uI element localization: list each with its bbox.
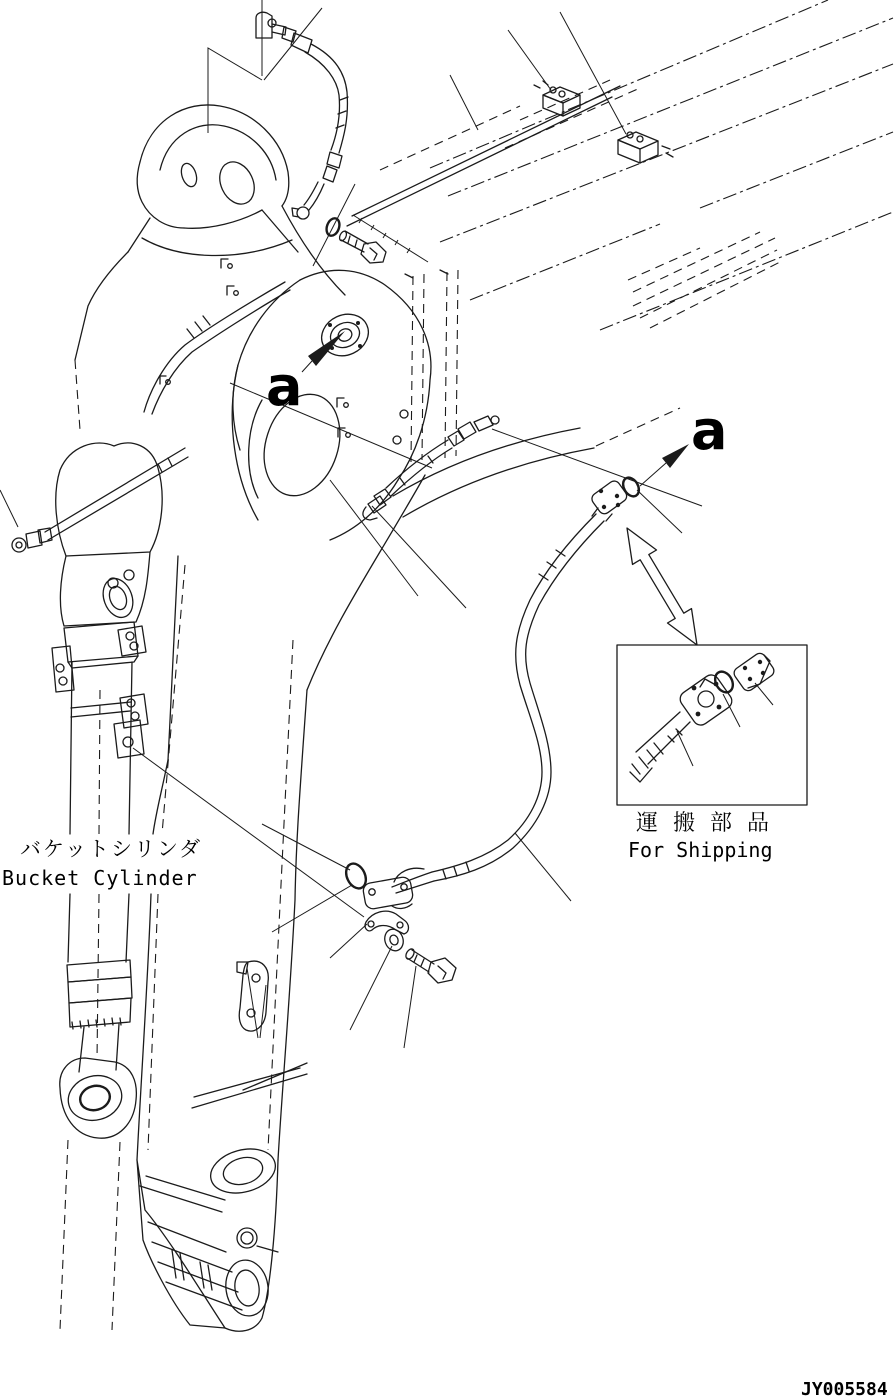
arm-boss-plate: [237, 961, 268, 1031]
shipping-cover: [732, 651, 776, 693]
arm-grease-lines: [45, 282, 290, 540]
view-arrow-left: [302, 331, 345, 372]
grease-hose: [292, 44, 348, 219]
arm-assembly: [75, 105, 431, 1331]
pin-oring-right: [620, 475, 642, 499]
flange-oring: [342, 860, 369, 891]
boom-phantom-lines: [347, 0, 893, 517]
view-marker-a-right: a: [691, 399, 728, 462]
hose-clamp-block-2: [618, 132, 673, 163]
arm-pin-boss: [128, 105, 298, 256]
arm-bottom-bosses: [206, 1142, 281, 1331]
bucket-cylinder-label-jp: バケットシリンダ: [20, 837, 203, 861]
flange-clamp-half: [365, 911, 408, 934]
arm-cast-bracket: [137, 1160, 242, 1328]
shipping-oring: [712, 668, 737, 695]
long-grease-hose: [392, 514, 604, 893]
view-marker-a-left: a: [266, 355, 303, 418]
drawing-number: JY005584: [801, 1379, 888, 1400]
flange-washer: [382, 927, 406, 954]
flange-bolt: [404, 947, 456, 983]
hose-flange-bottom: [362, 868, 424, 910]
shipping-label-en: For Shipping: [628, 838, 773, 862]
shipping-label-jp: 運 搬 部 品: [636, 811, 773, 836]
shipping-box: [617, 645, 807, 805]
grease-fitting-top: [256, 12, 312, 53]
bucket-cylinder-label-en: Bucket Cylinder: [2, 866, 198, 890]
view-arrow-right: [640, 444, 689, 486]
grease-line-bolt: [338, 230, 386, 263]
shipping-direction-arrow: [627, 528, 697, 645]
